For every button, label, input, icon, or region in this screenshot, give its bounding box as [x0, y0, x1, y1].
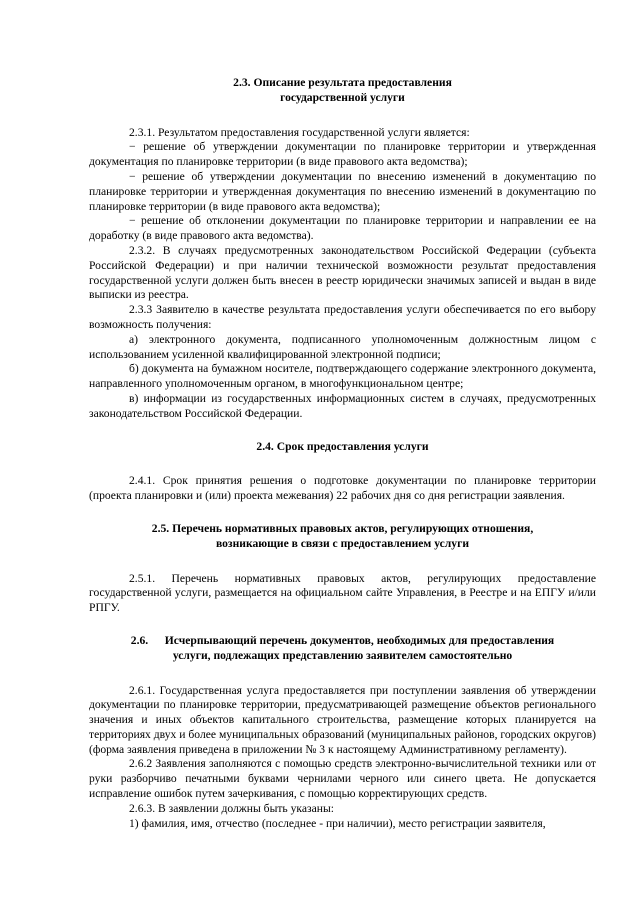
heading-2-4-text: 2.4. Срок предоставления услуги	[256, 439, 429, 453]
paragraph: 2.3.1. Результатом предоставления государственной услуги является:	[129, 125, 470, 139]
paragraph: − решение об отклонении документации по планировке территории и направлении ее на доработку (в виде правового акта ведомства).	[89, 214, 596, 243]
heading-2-4	[89, 440, 596, 455]
heading-2-5-line1: 2.5. Перечень нормативных правовых актов, регулирующих отношения,	[151, 521, 534, 535]
paragraph: в) информации из государственных информационных систем в случаях, предусмотренных законодательством Российской Федерации.	[89, 391, 596, 420]
section-2-3-body	[89, 126, 596, 422]
paragraph: 2.5.1. Перечень нормативных правовых актов, регулирующих предоставление государственной услуги, размещается на официальном сайте Управления, в Реестре и на ЕПГУ и/или РПГУ.	[89, 571, 596, 615]
heading-2-3	[89, 76, 596, 106]
paragraph: − решение об утверждении документации по планировке территории и утвержденная документация по планировке территории (в виде правового акта ведомства);	[89, 140, 596, 169]
heading-2-6-line1-wrap	[89, 634, 596, 649]
paragraph: 2.3.3 Заявителю в качестве результата предоставления услуги обеспечивается по его выбору возможность получения:	[89, 303, 596, 331]
paragraph: а) электронного документа, подписанного уполномоченным должностным лицом с использованием усиленной квалифицированной электронной подписи;	[89, 332, 596, 361]
heading-2-6	[89, 634, 596, 664]
heading-2-3-line2: государственной услуги	[280, 90, 405, 104]
heading-2-5	[89, 522, 596, 552]
heading-2-6-number: 2.6.	[130, 633, 149, 647]
heading-2-6-line2: услуги, подлежащих представлению заявителем самостоятельно	[172, 648, 513, 662]
paragraph: 2.4.1. Срок принятия решения о подготовке документации по планировке территории (проекта планировки и (или) проекта межевания) 22 рабочих дня со дня регистрации заявления.	[89, 474, 596, 503]
paragraph: 2.6.2 Заявления заполняются с помощью средств электронно-вычислительной техники или от руки разборчиво печатными буквами чернилами черного или синего цвета. Не допускается исправление ошибок путем зачеркивания, с помощью корректирующих средств.	[89, 757, 596, 801]
section-2-6-body	[89, 684, 596, 832]
paragraph: 2.6.3. В заявлении должны быть указаны:	[129, 801, 334, 815]
section-2-4-body	[89, 474, 596, 504]
section-2-5-body	[89, 572, 596, 616]
heading-2-6-line1: Исчерпывающий перечень документов, необходимых для предоставления	[164, 633, 555, 647]
heading-2-5-line2: возникающие в связи с предоставлением услуги	[215, 536, 470, 550]
paragraph: 2.6.1. Государственная услуга предоставляется при поступлении заявления об утверждении документации по планировке территории, предусматривающей размещение объектов регионального значения и иных объектов капитального строительства, размещение которых планируется на территориях двух и более муниципальных образований (муниципальных районов, городских округов) (форма заявления приведена в приложении № 3 к настоящему Административному регламенту).	[89, 683, 596, 756]
paragraph: − решение об утверждении документации по внесению изменений в документацию по планировке территории и утвержденная документация по внесению изменений в документацию по планировке территории (в виде правового акта ведомства);	[89, 169, 596, 213]
paragraph: 1) фамилия, имя, отчество (последнее - при наличии), место регистрации заявителя,	[129, 816, 546, 830]
paragraph: б) документа на бумажном носителе, подтверждающего содержание электронного документа, направленного уполномоченным органом, в многофункциональном центре;	[89, 362, 596, 391]
heading-2-3-line1: 2.3. Описание результата предоставления	[233, 76, 452, 89]
paragraph: 2.3.2. В случаях предусмотренных законодательством Российской Федерации (субъекта Российской Федерации) и при наличии технической возможности результат предоставления государственной услуги должен быть внесен в реестр юридически значимых записей и выдан в виде выписки из реестра.	[89, 243, 596, 302]
